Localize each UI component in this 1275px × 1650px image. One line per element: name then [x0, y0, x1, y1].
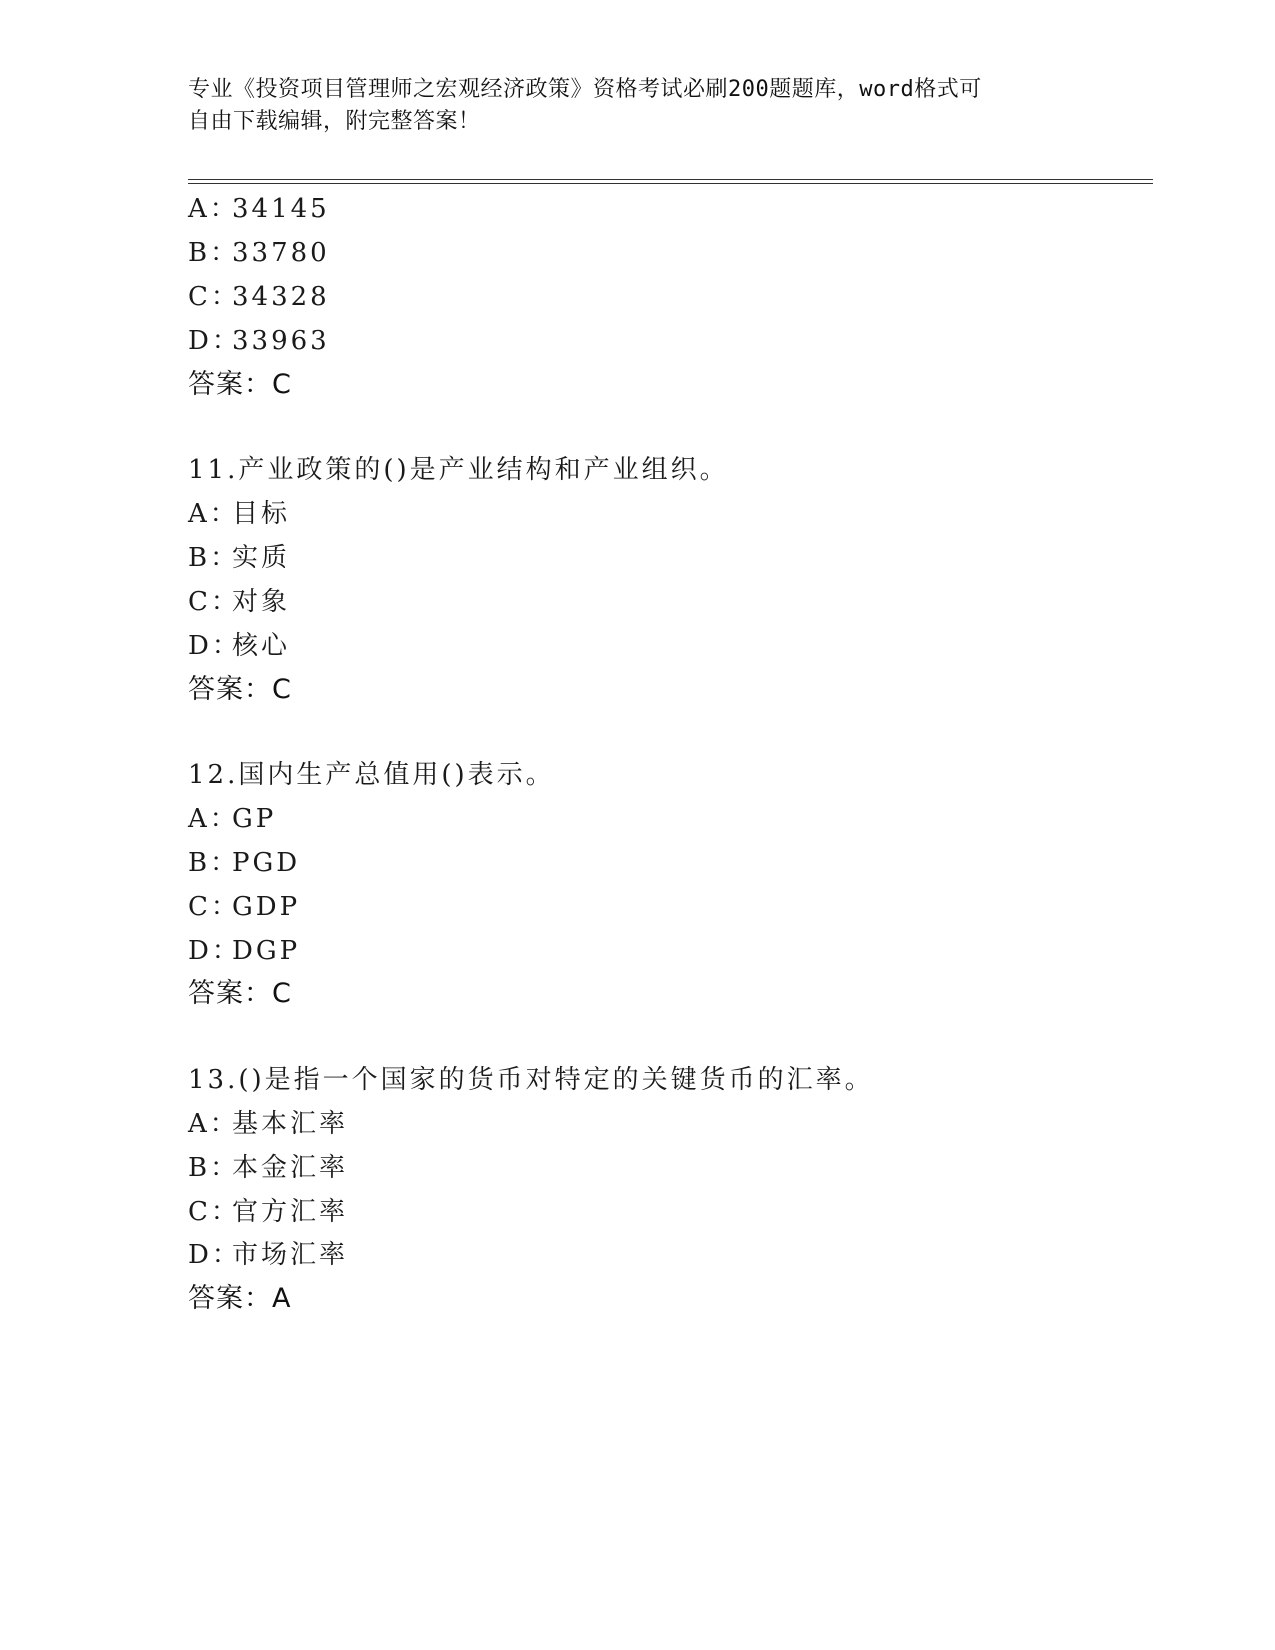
question-prompt: 11.产业政策的()是产业结构和产业组织。	[188, 455, 729, 485]
option-text: DGP	[232, 936, 301, 966]
answer-line: 答案：A	[188, 1283, 292, 1314]
header-line-2: 自由下载编辑，附完整答案！	[188, 109, 481, 134]
option-text: 34328	[232, 282, 330, 312]
option-c	[188, 890, 300, 924]
option-text: 实质	[232, 543, 291, 573]
option-label: C：	[188, 892, 240, 922]
option-b	[188, 541, 290, 575]
header-line-1: 专业《投资项目管理师之宏观经济政策》资格考试必刷200题题库，word格式可	[188, 77, 982, 102]
option-text: PGD	[232, 848, 301, 878]
option-text: GP	[232, 804, 277, 834]
option-label: B：	[188, 848, 240, 878]
option-d	[188, 324, 330, 358]
option-a	[188, 1107, 348, 1141]
option-label: D：	[188, 326, 241, 356]
answer-line: 答案：C	[188, 674, 292, 705]
option-text: 对象	[232, 587, 291, 617]
option-text: 官方汇率	[232, 1197, 349, 1227]
option-label: B：	[188, 238, 240, 268]
option-a	[188, 192, 330, 226]
option-label: C：	[188, 282, 240, 312]
option-label: A：	[188, 194, 239, 224]
option-b	[188, 236, 330, 270]
answer-line: 答案：C	[188, 978, 292, 1009]
option-c	[188, 280, 330, 314]
answer-line: 答案：C	[188, 369, 292, 400]
option-label: D：	[188, 1240, 241, 1270]
option-text: 34145	[232, 194, 330, 224]
option-text: 本金汇率	[232, 1153, 349, 1183]
option-text: 目标	[232, 499, 291, 529]
option-text: 33780	[232, 238, 330, 268]
option-b	[188, 1151, 348, 1185]
question-prompt: 13.()是指一个国家的货币对特定的关键货币的汇率。	[188, 1065, 874, 1095]
option-c	[188, 585, 290, 619]
header-divider-bottom	[188, 183, 1153, 184]
option-text: 33963	[232, 326, 330, 356]
document-header	[188, 74, 1088, 138]
option-label: A：	[188, 804, 239, 834]
option-text: 核心	[232, 631, 291, 661]
question-prompt: 12.国内生产总值用()表示。	[188, 760, 555, 790]
option-a	[188, 497, 290, 531]
option-label: C：	[188, 1197, 240, 1227]
option-label: C：	[188, 587, 240, 617]
option-d	[188, 934, 300, 968]
option-label: A：	[188, 1109, 239, 1139]
option-label: D：	[188, 631, 241, 661]
option-label: D：	[188, 936, 241, 966]
header-divider-top	[188, 179, 1153, 180]
option-d	[188, 629, 290, 663]
option-d	[188, 1238, 348, 1272]
option-label: B：	[188, 543, 240, 573]
option-label: B：	[188, 1153, 240, 1183]
option-a	[188, 802, 276, 836]
option-text: 市场汇率	[232, 1240, 349, 1270]
option-label: A：	[188, 499, 239, 529]
option-text: GDP	[232, 892, 301, 922]
option-b	[188, 846, 300, 880]
option-c	[188, 1195, 348, 1229]
option-text: 基本汇率	[232, 1109, 349, 1139]
